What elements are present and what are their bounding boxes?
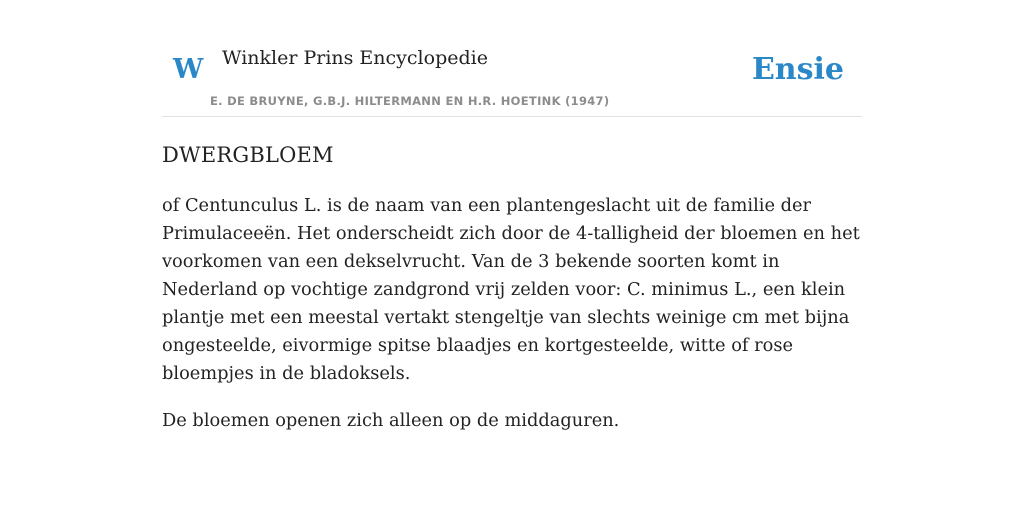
article-paragraph: of Centunculus L. is de naam van een plantengeslacht uit de familie der Primulaceeën. Het onderscheidt zich door de 4-talligheid der bloemen en het voorkomen van een dekselvrucht. Van de 3 bekende soorten komt in Nederland op vochtige zandgrond vrij zelden voor: C. minimus L., een klein plantje met een meestal vertakt stengeltje van slechts weinige cm met bijna ongesteelde, eivormige spitse blaadjes en kortgesteelde, witte of rose bloempjes in de bladoksels. (162, 195, 860, 384)
ensie-logo[interactable]: Ensie (751, 52, 844, 87)
authors-line: E. DE BRUYNE, G.B.J. HILTERMANN EN H.R. HOETINK (1947) (210, 94, 610, 108)
header (162, 0, 862, 117)
encyclopedia-title[interactable]: Winkler Prins Encyclopedie (222, 47, 488, 69)
article-paragraph: De bloemen openen zich alleen op de middaguren. (162, 410, 620, 431)
article-body (162, 192, 862, 454)
winkler-prins-logo[interactable]: W (173, 54, 204, 85)
article-title: DWERGBLOEM (162, 143, 334, 167)
